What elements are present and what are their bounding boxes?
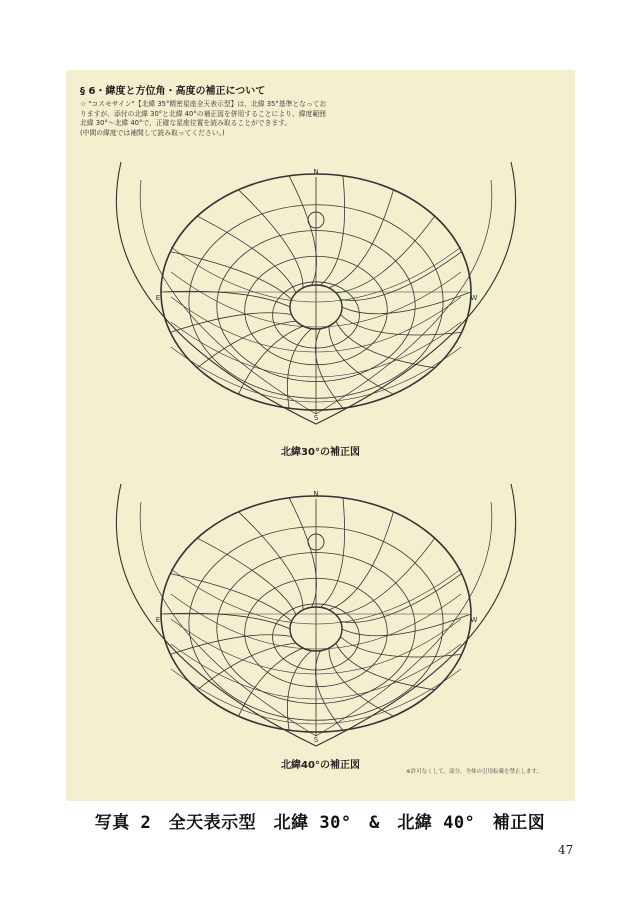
azimuth-line <box>170 252 291 300</box>
diagram-caption-30: 北緯30°の補正図 <box>281 447 360 458</box>
azimuth-line <box>197 321 296 368</box>
north-label: N <box>313 490 319 498</box>
north-label: N <box>313 168 319 176</box>
header-section <box>80 82 560 138</box>
azimuth-line <box>239 326 304 394</box>
page-number: 47 <box>558 843 574 857</box>
section-title: § 6・緯度と方位角・高度の補正について <box>80 86 266 97</box>
azimuth-line <box>316 329 343 409</box>
correction-diagram-30 <box>66 152 575 432</box>
azimuth-line <box>197 538 296 615</box>
azimuth-line <box>197 643 296 690</box>
azimuth-line <box>336 216 435 293</box>
photo-caption: 写真 2 全天表示型 北緯 30° & 北緯 40° 補正図 <box>94 813 546 833</box>
west-label: W <box>470 616 478 624</box>
note-line-3: 北緯 30°〜北緯 40°で、正確な星座位置を読み取ることができます。 <box>80 119 292 127</box>
azimuth-line <box>340 252 461 301</box>
sky-grid-30 <box>116 162 515 424</box>
azimuth-line <box>340 315 461 336</box>
azimuth-line <box>239 648 304 716</box>
azimuth-line <box>329 326 394 394</box>
note-line-2: りますが、添付の北緯 30°と北緯 40°の補正図を併用することにより、緯度範囲 <box>80 109 326 118</box>
west-label: W <box>470 294 478 302</box>
azimuth-line <box>161 291 290 307</box>
correction-diagram-40 <box>66 474 575 754</box>
azimuth-line <box>329 648 394 716</box>
east-label: E <box>155 294 161 302</box>
azimuth-line <box>340 574 461 623</box>
azimuth-line <box>336 643 435 690</box>
azimuth-line <box>336 321 435 368</box>
azimuth-line <box>170 574 291 622</box>
azimuth-line <box>161 613 290 629</box>
sky-grid-40 <box>116 484 515 746</box>
azimuth-line <box>342 614 471 636</box>
diagram-caption-40: 北緯40°の補正図 <box>281 760 360 771</box>
azimuth-line <box>197 216 296 293</box>
note-line-1: ☆ "コスモサイン"【北緯 35°精密星座全天表示型】は、北緯 35°基準となってお <box>80 100 327 108</box>
azimuth-line <box>342 292 471 314</box>
note-line-4: (中間の緯度では補間して読み取ってください。) <box>80 128 225 137</box>
azimuth-line <box>336 538 435 615</box>
south-label: S <box>313 736 319 744</box>
azimuth-line <box>340 637 461 658</box>
copyright-note: ※許可なくして、部分、全体の引用転載を禁止します。 <box>406 769 543 775</box>
azimuth-line <box>316 651 343 731</box>
east-label: E <box>155 616 161 624</box>
south-label: S <box>313 414 319 422</box>
